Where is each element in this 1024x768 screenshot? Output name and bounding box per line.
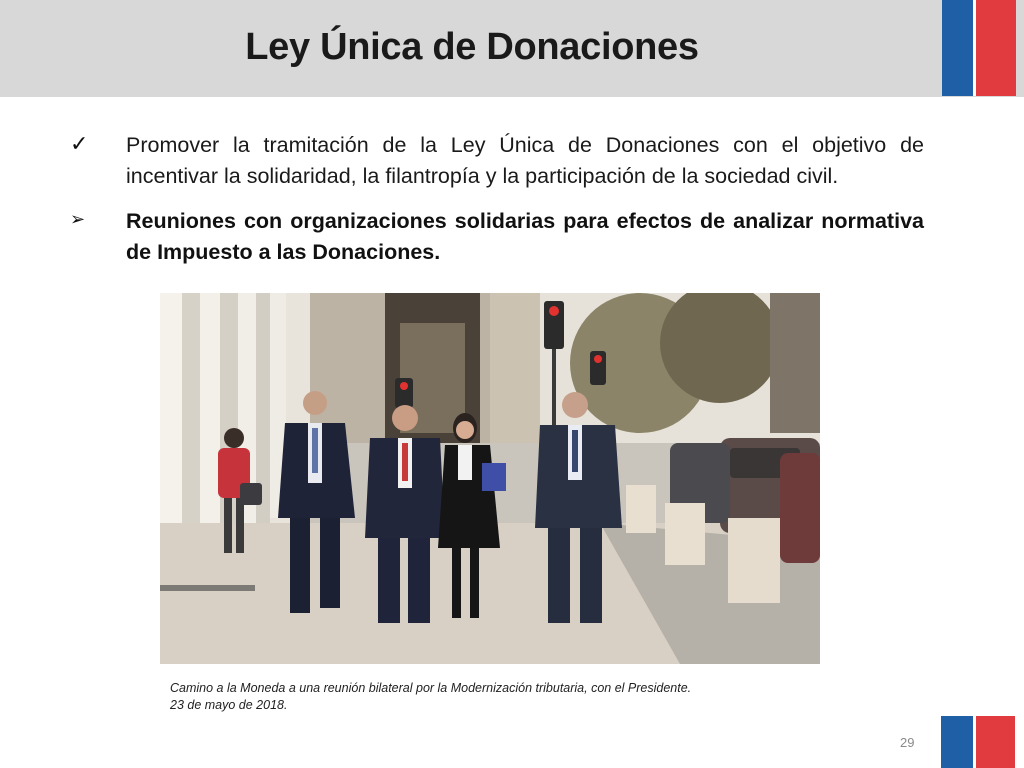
bullet-text-2: Reuniones con organizaciones solidarias para efectos de analizar normativa de Impuesto a las Donaciones. <box>126 209 924 264</box>
bullet-item-2 <box>70 206 924 270</box>
photo-caption <box>170 680 890 714</box>
flag-blue-band <box>942 0 973 96</box>
arrow-bullet-icon: ➢ <box>70 209 86 230</box>
chile-flag-stripe-bottom <box>941 716 1015 768</box>
flag-blue-band <box>941 716 973 768</box>
caption-line-1: Camino a la Moneda a una reunión bilateral por la Modernización tributaria, con el Presidente. <box>170 681 692 695</box>
street-photo <box>160 293 820 664</box>
slide-title: Ley Única de Donaciones <box>245 26 699 68</box>
flag-red-band <box>976 0 1016 96</box>
chile-flag-stripe-top <box>942 0 1016 96</box>
checkmark-icon: ✓ <box>70 132 89 157</box>
page-number: 29 <box>900 735 915 750</box>
caption-line-2: 23 de mayo de 2018. <box>170 698 288 712</box>
title-bar <box>0 0 1024 97</box>
bullet-item-1 <box>70 130 924 194</box>
bullet-text-1: Promover la tramitación de la Ley Única de Donaciones con el objetivo de incentivar la solidaridad, la filantropía y la participación de la sociedad civil. <box>126 133 924 188</box>
flag-red-band <box>976 716 1015 768</box>
